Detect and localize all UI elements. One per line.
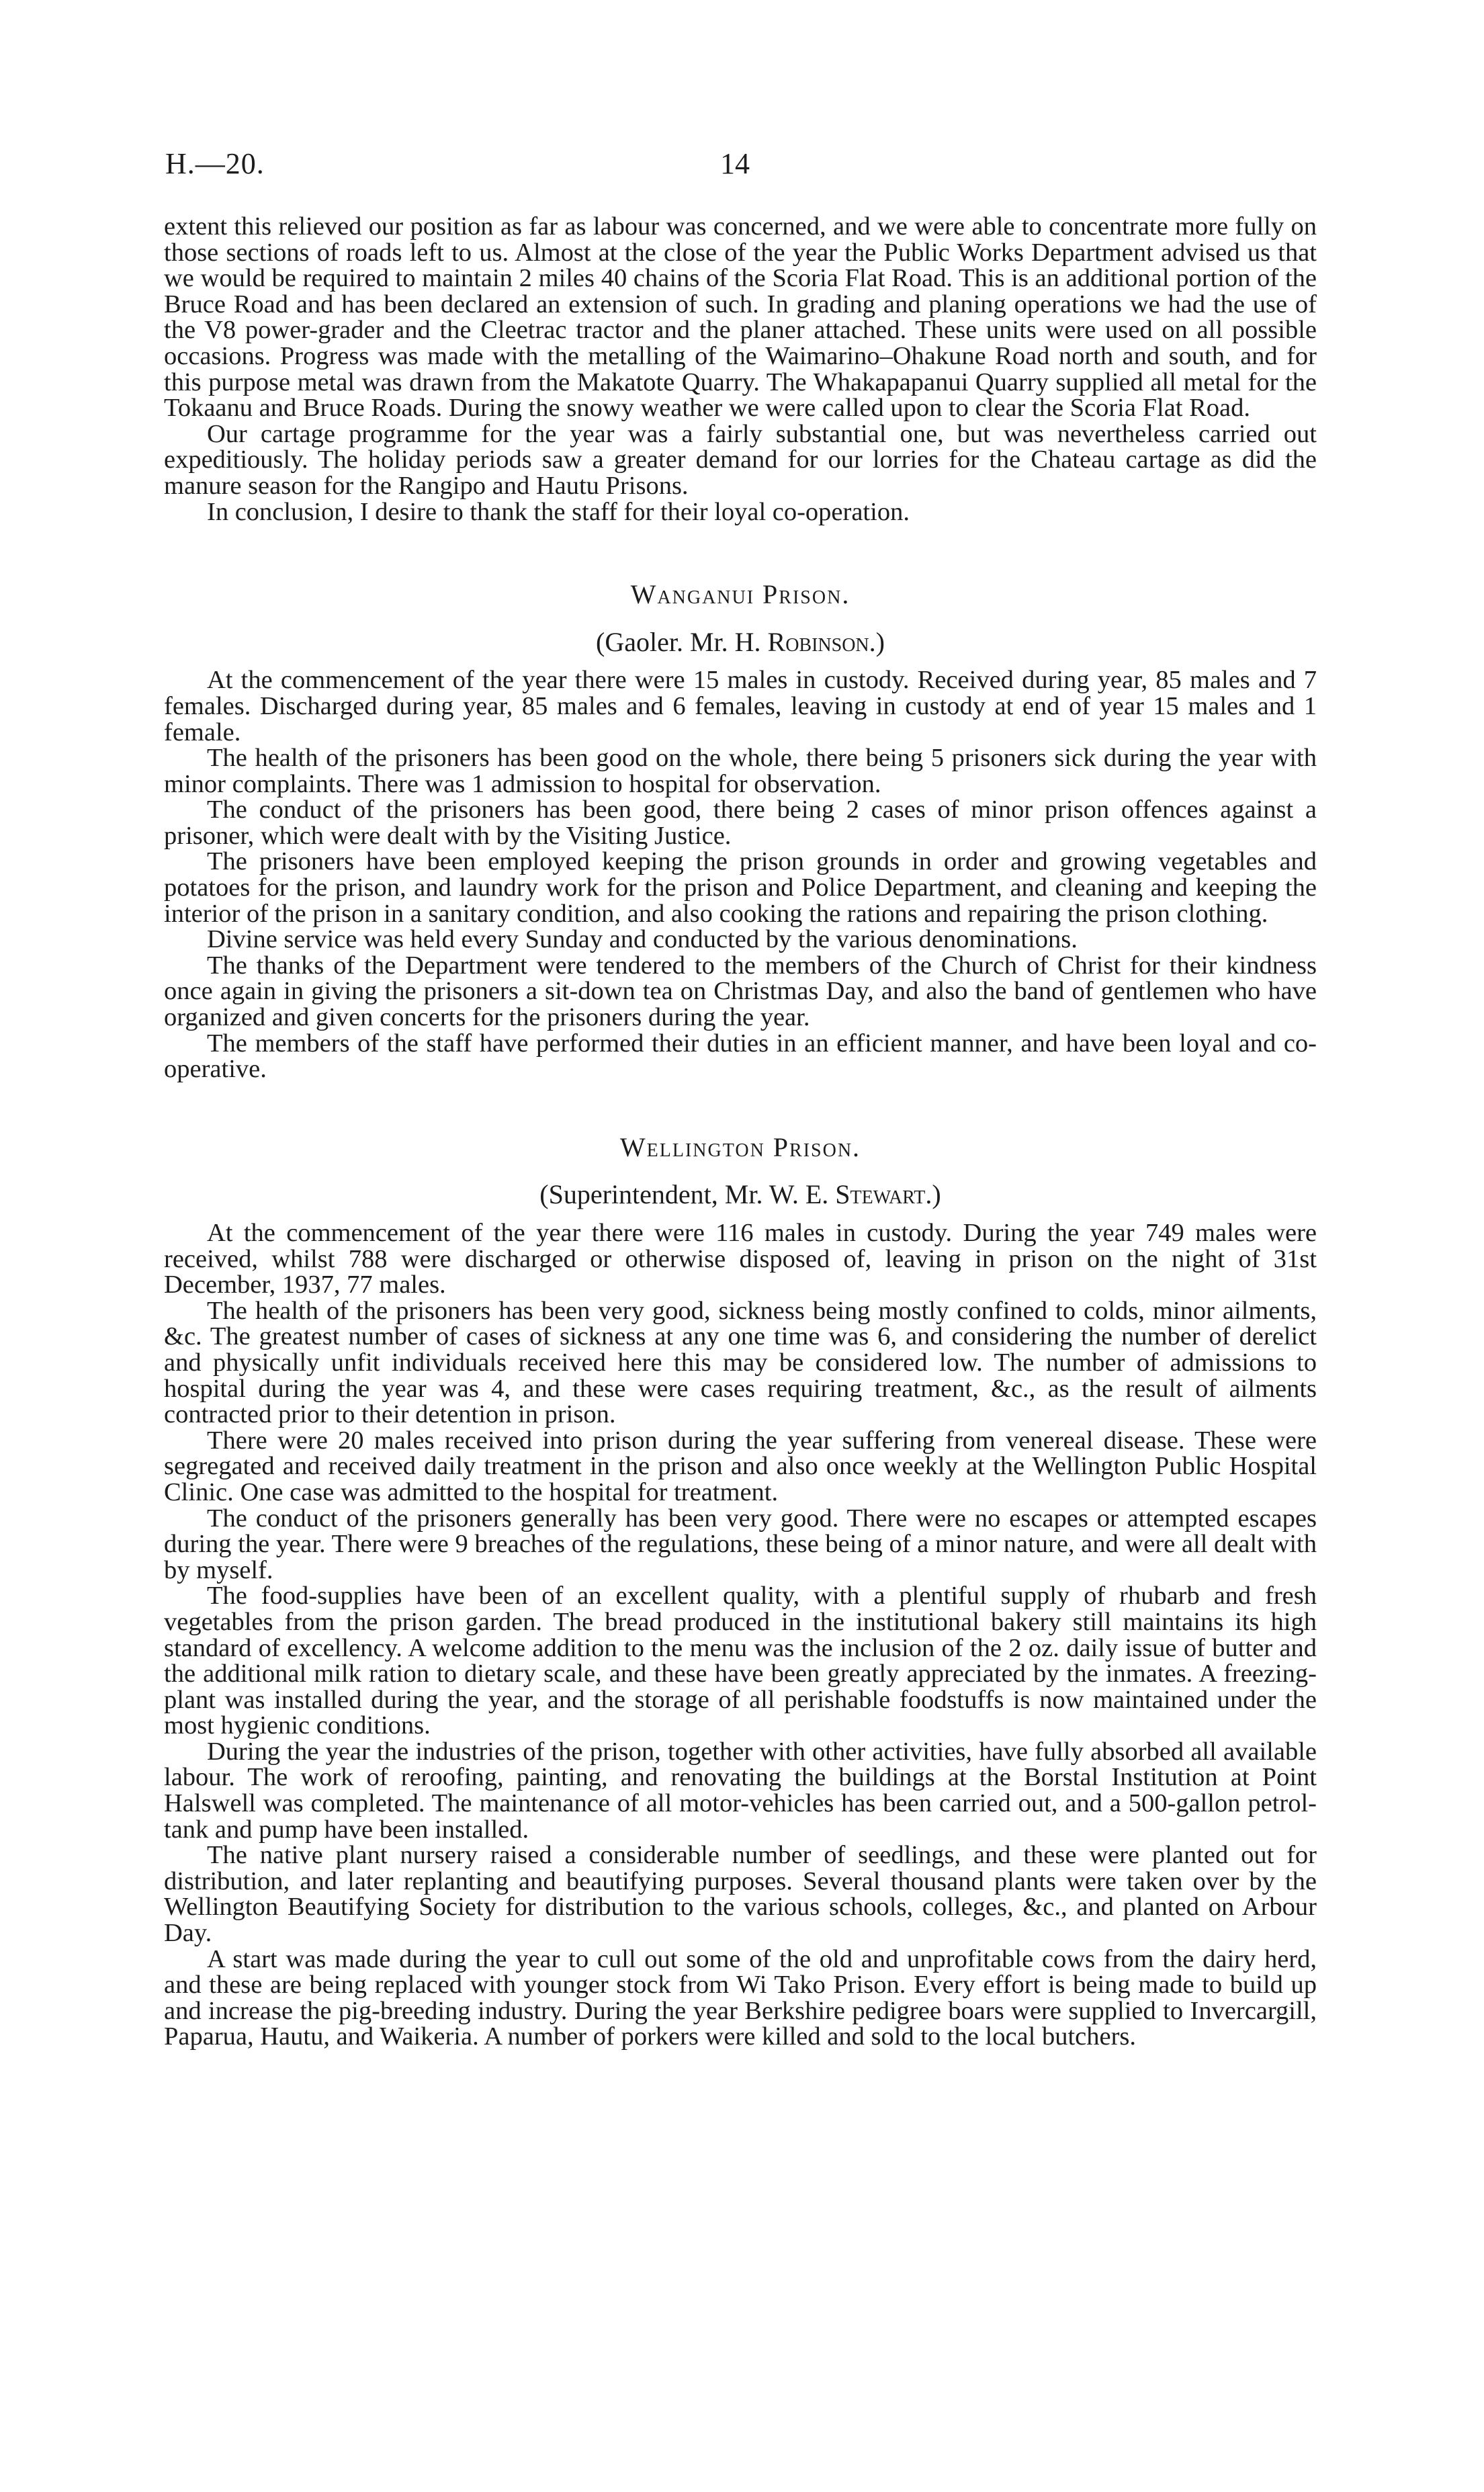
intro-section <box>164 214 1317 525</box>
wanganui-paragraph-5: Divine service was held every Sunday and conducted by the various denominations. <box>207 925 1078 954</box>
intro-paragraph-3: In conclusion, I desire to thank the staff for their loyal co-operation. <box>207 497 910 526</box>
wellington-officer-name: Stewart <box>835 1179 926 1210</box>
wanganui-officer <box>164 626 1317 657</box>
wellington-paragraph-8: A start was made during the year to cull out some of the old and unprofitable cows from the dairy herd, and these are being replaced with younger stock from Wi Tako Prison. Every effort is being made to build up and increase the pig-breeding industry. During the year Berkshire pedigree boars were supplied to Invercargill, Paparua, Hautu, and Waikeria. A number of porkers were killed and sold to the local butchers. <box>164 1944 1317 2051</box>
wellington-officer-suffix: .) <box>925 1179 941 1210</box>
intro-paragraph-2: Our cartage programme for the year was a fairly substantial one, but was nevertheless carried out expeditiously. The holiday periods saw a greater demand for our lorries for the Chateau cartage as did the manure season for the Rangipo and Hautu Prisons. <box>164 419 1317 500</box>
wellington-paragraph-6: During the year the industries of the prison, together with other activities, have fully absorbed all available labour. The work of reroofing, painting, and renovating the buildings at the Borstal Institution at Point Halswell was completed. The maintenance of all motor-vehicles has been carried out, and a 500-gallon petrol-tank and pump have been installed. <box>164 1737 1317 1844</box>
page-number: 14 <box>720 147 750 180</box>
wellington-paragraph-4: The conduct of the prisoners generally has been very good. There were no escapes or attempted escapes during the year. There were 9 breaches of the regulations, these being of a minor nature, and were all dealt with by myself. <box>164 1504 1317 1584</box>
wanganui-paragraph-6: The thanks of the Department were tendered to the members of the Church of Christ for their kindness once again in giving the prisoners a sit-down tea on Christmas Day, and also the band of gentlemen who have organized and given concerts for the prisoners during the year. <box>164 951 1317 1032</box>
wellington-officer-prefix: (Superintendent, Mr. W. E. <box>539 1179 836 1210</box>
wellington-paragraph-3: There were 20 males received into prison during the year suffering from venereal disease. These were segregated and received daily treatment in the prison and also once weekly at the Wellington Public Hospital Clinic. One case was admitted to the hospital for treatment. <box>164 1426 1317 1506</box>
wanganui-paragraph-4: The prisoners have been employed keeping the prison grounds in order and growing vegetables and potatoes for the prison, and laundry work for the prison and Police Department, and cleaning and keeping the interior of the prison in a sanitary condition, and also cooking the rations and repairing the prison clothing. <box>164 847 1317 928</box>
wellington-heading: Wellington Prison. <box>619 1131 861 1162</box>
intro-paragraph-1: extent this relieved our position as far as labour was concerned, and we were able to concentrate more fully on those sections of roads left to us. Almost at the close of the year the Public Works Department advised us that we would be required to maintain 2 miles 40 chains of the Scoria Flat Road. This is an additional portion of the Bruce Road and has been declared an extension of such. In grading and planing operations we had the use of the V8 power-grader and the Cleetrac tractor and the planer attached. These units were used on all possible occasions. Progress was made with the metalling of the Waimarino–Ohakune Road north and south, and for this purpose metal was drawn from the Makatote Quarry. The Whakapapanui Quarry supplied all metal for the Tokaanu and Bruce Roads. During the snowy weather we were called upon to clear the Scoria Flat Road. <box>164 212 1317 423</box>
running-header <box>0 146 1484 187</box>
document-body <box>164 214 1317 2050</box>
wanganui-prison-section <box>164 579 1317 1084</box>
section-spacer <box>164 1082 1317 1135</box>
wellington-prison-section <box>164 1131 1317 2051</box>
wellington-paragraph-2: The health of the prisoners has been very good, sickness being mostly confined to colds, minor ailments, &c. The greatest number of cases of sickness at any one time was 6, and considering the number of derelict and physically unfit individuals received here this may be considered low. The number of admissions to hospital during the year was 4, and these were cases requiring treatment, &c., as the result of ailments contracted prior to their detention in prison. <box>164 1296 1317 1429</box>
wanganui-paragraph-3: The conduct of the prisoners has been good, there being 2 cases of minor prison offences against a prisoner, which were dealt with by the Visiting Justice. <box>164 796 1317 850</box>
wellington-paragraph-1: At the commencement of the year there were 116 males in custody. During the year 749 males were received, whilst 788 were discharged or otherwise disposed of, leaving in prison on the night of 31st December, 1937, 77 males. <box>164 1219 1317 1299</box>
wanganui-paragraph-1: At the commencement of the year there were 15 males in custody. Received during year, 85 males and 7 females. Discharged during year, 85 males and 6 females, leaving in custody at end of year 15 males and 1 female. <box>164 666 1317 746</box>
wanganui-officer-prefix: (Gaoler. Mr. H. <box>596 626 768 657</box>
wanganui-paragraph-7: The members of the staff have performed their duties in an efficient manner, and have been loyal and co-operative. <box>164 1029 1317 1084</box>
wanganui-officer-name: Robinson <box>767 626 869 657</box>
wanganui-paragraph-2: The health of the prisoners has been good on the whole, there being 5 prisoners sick during the year with minor complaints. There was 1 admission to hospital for observation. <box>164 744 1317 798</box>
wanganui-heading: Wanganui Prison. <box>630 579 850 610</box>
wanganui-officer-suffix: .) <box>869 626 885 657</box>
wellington-paragraph-5: The food-supplies have been of an excellent quality, with a plentiful supply of rhubarb and fresh vegetables from the prison garden. The bread produced in the institutional bakery still maintains its high standard of excellency. A welcome addition to the menu was the inclusion of the 2 oz. daily issue of butter and the additional milk ration to dietary scale, and these have been greatly appreciated by the inmates. A freezing-plant was installed during the year, and the storage of all perishable foodstuffs is now maintained under the most hygienic conditions. <box>164 1582 1317 1740</box>
wellington-officer <box>164 1179 1317 1210</box>
section-spacer <box>164 525 1317 582</box>
wellington-paragraph-7: The native plant nursery raised a considerable number of seedlings, and these were planted out for distribution, and later replanting and beautifying purposes. Several thousand plants were taken over by the Wellington Beautifying Society for distribution to the various schools, colleges, &c., and planted on Arbour Day. <box>164 1841 1317 1948</box>
document-reference: H.—20. <box>165 147 265 180</box>
